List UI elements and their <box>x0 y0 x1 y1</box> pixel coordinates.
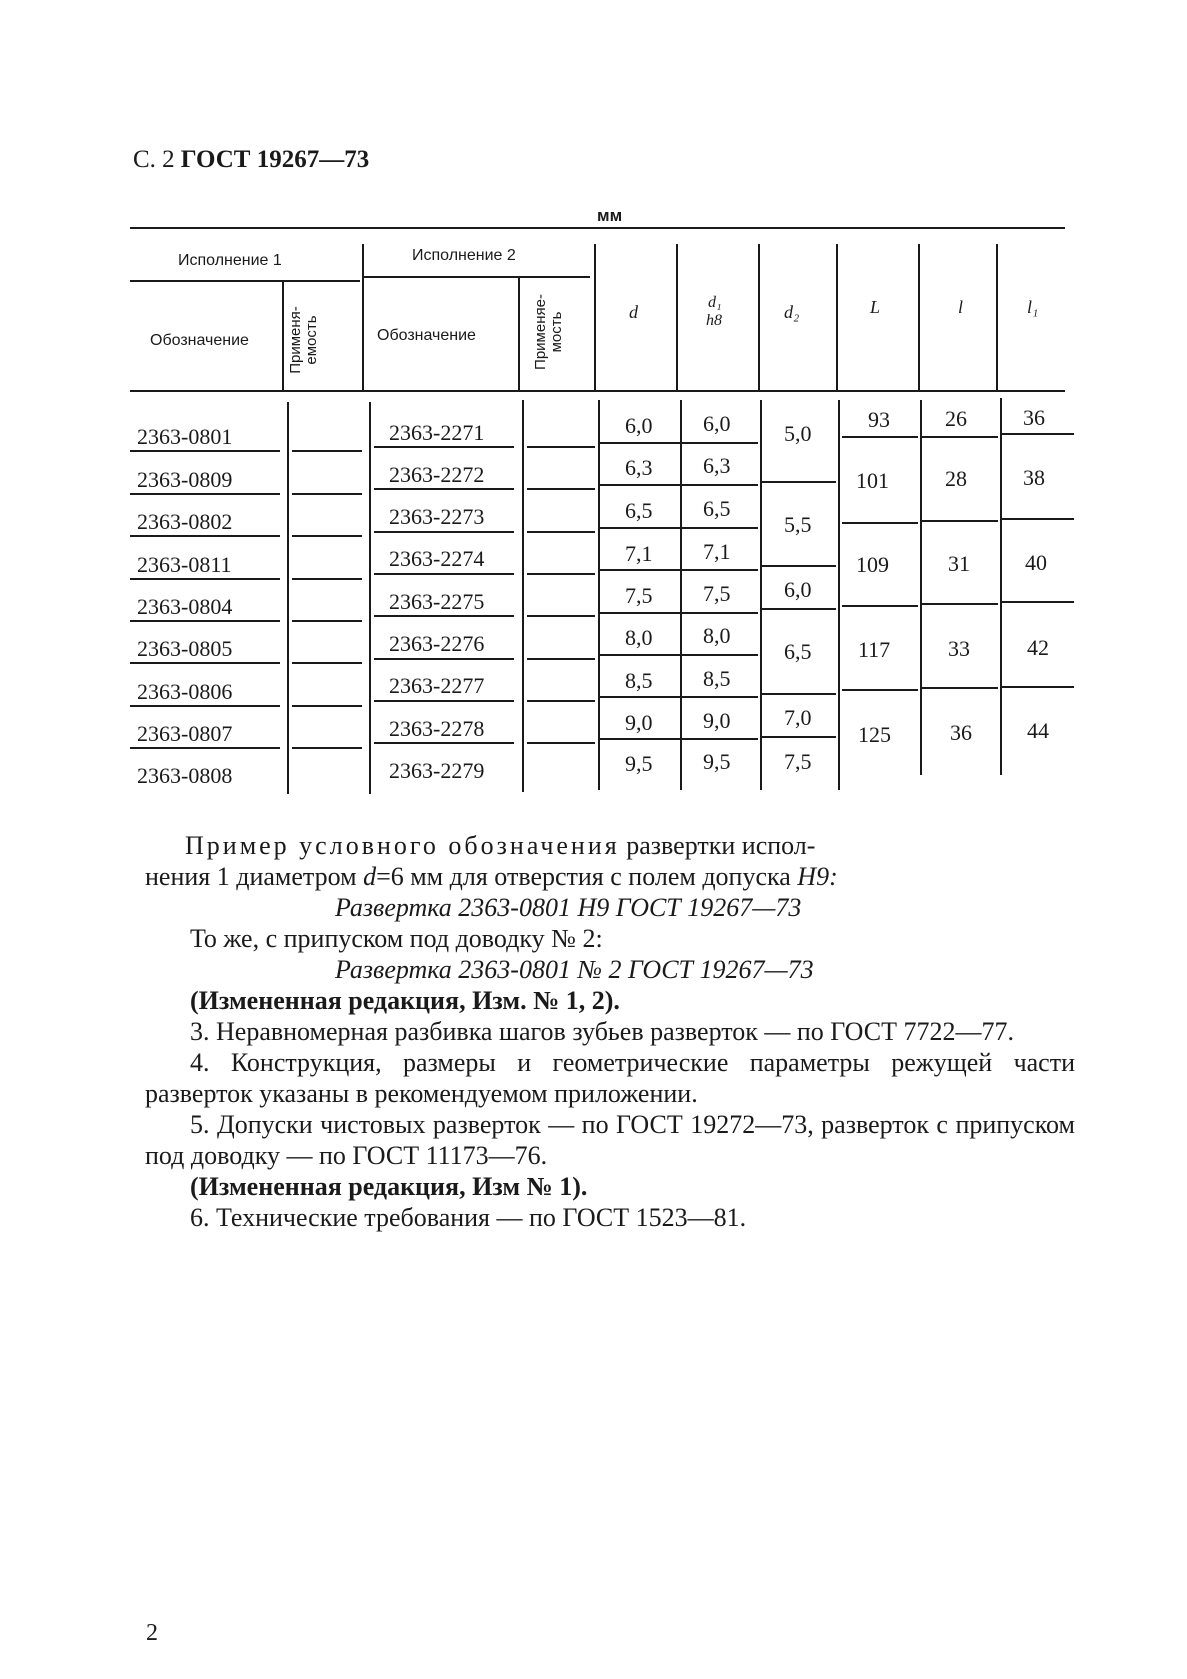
revision-note-1: (Измененная редакция, Изм. № 1, 2). <box>190 986 620 1015</box>
table-cell-L: 125 <box>858 722 891 747</box>
group-rule-2 <box>364 276 590 278</box>
table-cell-l: 28 <box>945 466 967 491</box>
table-cell-l1: 40 <box>1025 550 1047 575</box>
row-rule <box>130 620 280 622</box>
row-rule <box>292 493 362 495</box>
example-spaced: Пример условного обозначения <box>185 831 620 860</box>
header-divider <box>676 244 678 390</box>
table-cell-d1: 8,5 <box>703 666 731 691</box>
example-formula-1: Развертка 2363-0801 H9 ГОСТ 19267—73 <box>335 893 802 922</box>
header-bottom-rule <box>130 390 1065 392</box>
row-rule <box>292 535 362 537</box>
table-cell-d1: 7,1 <box>703 539 731 564</box>
table-cell-L: 109 <box>856 552 889 577</box>
table-cell-ex2: 2363-2278 <box>389 716 485 741</box>
d1-header: d₁ <box>708 294 722 311</box>
row-rule <box>130 535 280 537</box>
row-rule <box>527 658 595 660</box>
row-rule <box>762 481 836 483</box>
table-cell-d: 6,3 <box>625 455 653 480</box>
same-with-allowance: То же, с припуском под доводку № 2: <box>190 924 603 953</box>
row-rule <box>600 738 758 740</box>
example-line-2: нения 1 диаметром d=6 мм для отверстия с полем допуска H9: <box>145 862 838 891</box>
row-rule <box>374 742 514 744</box>
d1-tolerance: h8 <box>706 312 722 329</box>
row-rule <box>292 747 362 749</box>
row-rule <box>292 450 362 452</box>
table-cell-d1: 9,0 <box>703 708 731 733</box>
row-rule <box>842 605 918 607</box>
body-divider <box>369 402 371 794</box>
table-cell-l: 26 <box>945 406 967 431</box>
header-divider <box>758 244 760 390</box>
table-cell-l: 31 <box>948 551 970 576</box>
table-cell-L: 117 <box>858 637 891 662</box>
row-rule <box>292 705 362 707</box>
l-header: l <box>958 297 964 317</box>
row-rule <box>130 705 280 707</box>
table-cell-ex2: 2363-2272 <box>389 462 485 487</box>
table-cell-ex1: 2363-0802 <box>137 509 233 534</box>
row-rule <box>374 700 514 702</box>
body-divider <box>680 400 682 790</box>
row-rule <box>842 522 918 524</box>
table-cell-d: 7,1 <box>625 541 653 566</box>
header-divider <box>996 244 998 390</box>
row-rule <box>1002 686 1074 688</box>
table-cell-d: 6,0 <box>625 413 653 438</box>
example-formula-2: Развертка 2363-0801 № 2 ГОСТ 19267—73 <box>335 955 814 984</box>
table-cell-d2: 7,0 <box>784 705 812 730</box>
table-cell-d2: 6,5 <box>784 639 812 664</box>
group-rule-1 <box>130 280 360 282</box>
row-rule <box>762 608 836 610</box>
table-cell-d: 9,0 <box>625 710 653 735</box>
table-cell-ex1: 2363-0808 <box>137 763 233 788</box>
body-divider <box>287 402 289 794</box>
row-rule <box>527 488 595 490</box>
item-4: 4. Конструкция, размеры и геометрические параметры режущей части разверток указаны в рекомендуемом приложении. <box>145 1048 1075 1108</box>
table-cell-d2: 5,0 <box>784 421 812 446</box>
row-rule <box>374 658 514 660</box>
row-rule <box>374 531 514 533</box>
table-cell-ex1: 2363-0807 <box>137 721 233 746</box>
row-rule <box>374 615 514 617</box>
row-rule <box>374 573 514 575</box>
row-rule <box>600 442 758 444</box>
table-cell-l1: 42 <box>1027 635 1049 660</box>
row-rule <box>600 612 758 614</box>
row-rule <box>130 747 280 749</box>
example-line-1 <box>145 830 1075 861</box>
table-cell-ex2: 2363-2279 <box>389 758 485 783</box>
table-cell-ex1: 2363-0811 <box>137 552 232 577</box>
applicability2-header: Применяе-мость <box>532 294 565 370</box>
row-rule <box>600 484 758 486</box>
row-rule <box>374 488 514 490</box>
units-label: мм <box>597 206 623 225</box>
table-cell-l: 33 <box>948 636 970 661</box>
header-divider <box>918 244 920 390</box>
page-number: 2 <box>146 1620 158 1646</box>
table-cell-ex1: 2363-0805 <box>137 636 233 661</box>
table-cell-ex2: 2363-2275 <box>389 589 485 614</box>
page-header <box>133 146 369 174</box>
row-rule <box>292 578 362 580</box>
table-cell-d: 8,0 <box>625 625 653 650</box>
body-divider <box>760 400 762 790</box>
designation2-header: Обозначение <box>377 327 476 344</box>
row-rule <box>292 662 362 664</box>
table-cell-d1: 6,0 <box>703 411 731 436</box>
group1-header: Исполнение 1 <box>178 252 282 269</box>
table-cell-ex2: 2363-2273 <box>389 504 485 529</box>
table-cell-d1: 6,5 <box>703 496 731 521</box>
row-rule <box>922 520 998 522</box>
header-divider <box>362 244 364 390</box>
row-rule <box>600 527 758 529</box>
table-cell-d1: 8,0 <box>703 623 731 648</box>
row-rule <box>600 569 758 571</box>
row-rule <box>1002 518 1074 520</box>
table-cell-d2: 7,5 <box>784 749 812 774</box>
body-divider <box>920 400 922 775</box>
table-cell-d2: 5,5 <box>784 512 812 537</box>
page-label: С. 2 <box>133 146 175 173</box>
row-rule <box>922 687 998 689</box>
table-top-rule <box>130 227 1065 229</box>
body-text <box>145 830 1075 1233</box>
row-rule <box>762 565 836 567</box>
table-cell-ex1: 2363-0801 <box>137 424 233 449</box>
table-cell-ex2: 2363-2274 <box>389 546 485 571</box>
d-header: d <box>629 302 638 322</box>
L-header: L <box>870 297 881 317</box>
row-rule <box>527 446 595 448</box>
header-divider <box>282 282 284 390</box>
item-6: 6. Технические требования — по ГОСТ 1523—81. <box>190 1203 747 1232</box>
table-cell-d2: 6,0 <box>784 577 812 602</box>
row-rule <box>762 736 836 738</box>
row-rule <box>527 531 595 533</box>
standard-title: ГОСТ 19267—73 <box>180 146 370 173</box>
row-rule <box>600 696 758 698</box>
revision-note-2: (Измененная редакция, Изм № 1). <box>190 1172 588 1201</box>
table-cell-l1: 36 <box>1023 405 1045 430</box>
item-5: 5. Допуски чистовых разверток — по ГОСТ 19272—73, разверток с припуском под доводку — по ГОСТ 11173—76. <box>145 1110 1075 1170</box>
group2-header: Исполнение 2 <box>412 247 516 264</box>
table-cell-ex2: 2363-2271 <box>389 420 485 445</box>
example-rest: развертки испол- <box>619 831 816 860</box>
row-rule <box>527 742 595 744</box>
table-cell-d1: 7,5 <box>703 581 731 606</box>
table-cell-d: 7,5 <box>625 583 653 608</box>
table-cell-ex1: 2363-0806 <box>137 679 233 704</box>
table-cell-d: 6,5 <box>625 498 653 523</box>
table-cell-ex1: 2363-0809 <box>137 467 233 492</box>
d2-header: d₂ <box>784 302 800 322</box>
table-cell-l: 36 <box>950 720 972 745</box>
table-cell-d1: 9,5 <box>703 749 731 774</box>
l1-header: l₁ <box>1027 297 1039 317</box>
table-cell-ex2: 2363-2277 <box>389 673 485 698</box>
row-rule <box>842 689 918 691</box>
row-rule <box>922 603 998 605</box>
body-divider <box>522 400 524 792</box>
item-3: 3. Неравномерная разбивка шагов зубьев разверток — по ГОСТ 7722—77. <box>190 1017 1015 1046</box>
row-rule <box>292 620 362 622</box>
table-cell-d: 9,5 <box>625 751 653 776</box>
table-cell-d: 8,5 <box>625 668 653 693</box>
body-divider <box>1000 398 1002 775</box>
table-cell-l1: 44 <box>1027 718 1049 743</box>
row-rule <box>130 493 280 495</box>
table-cell-L: 93 <box>868 407 890 432</box>
row-rule <box>1002 601 1074 603</box>
header-divider <box>518 278 520 390</box>
row-rule <box>130 450 280 452</box>
body-divider <box>598 400 600 790</box>
row-rule <box>762 693 836 695</box>
row-rule <box>527 615 595 617</box>
row-rule <box>842 436 918 438</box>
applicability1-header: Применя-емость <box>287 306 320 374</box>
row-rule <box>374 446 514 448</box>
row-rule <box>527 700 595 702</box>
table-cell-L: 101 <box>856 468 889 493</box>
row-rule <box>130 578 280 580</box>
designation1-header: Обозначение <box>150 332 249 349</box>
row-rule <box>600 654 758 656</box>
table-cell-ex1: 2363-0804 <box>137 594 233 619</box>
header-divider <box>594 244 596 390</box>
row-rule <box>1002 433 1074 435</box>
row-rule <box>130 662 280 664</box>
body-divider <box>838 400 840 790</box>
table-cell-l1: 38 <box>1023 465 1045 490</box>
row-rule <box>922 436 998 438</box>
header-divider <box>836 244 838 390</box>
table-cell-ex2: 2363-2276 <box>389 631 485 656</box>
row-rule <box>527 573 595 575</box>
table-cell-d1: 6,3 <box>703 453 731 478</box>
